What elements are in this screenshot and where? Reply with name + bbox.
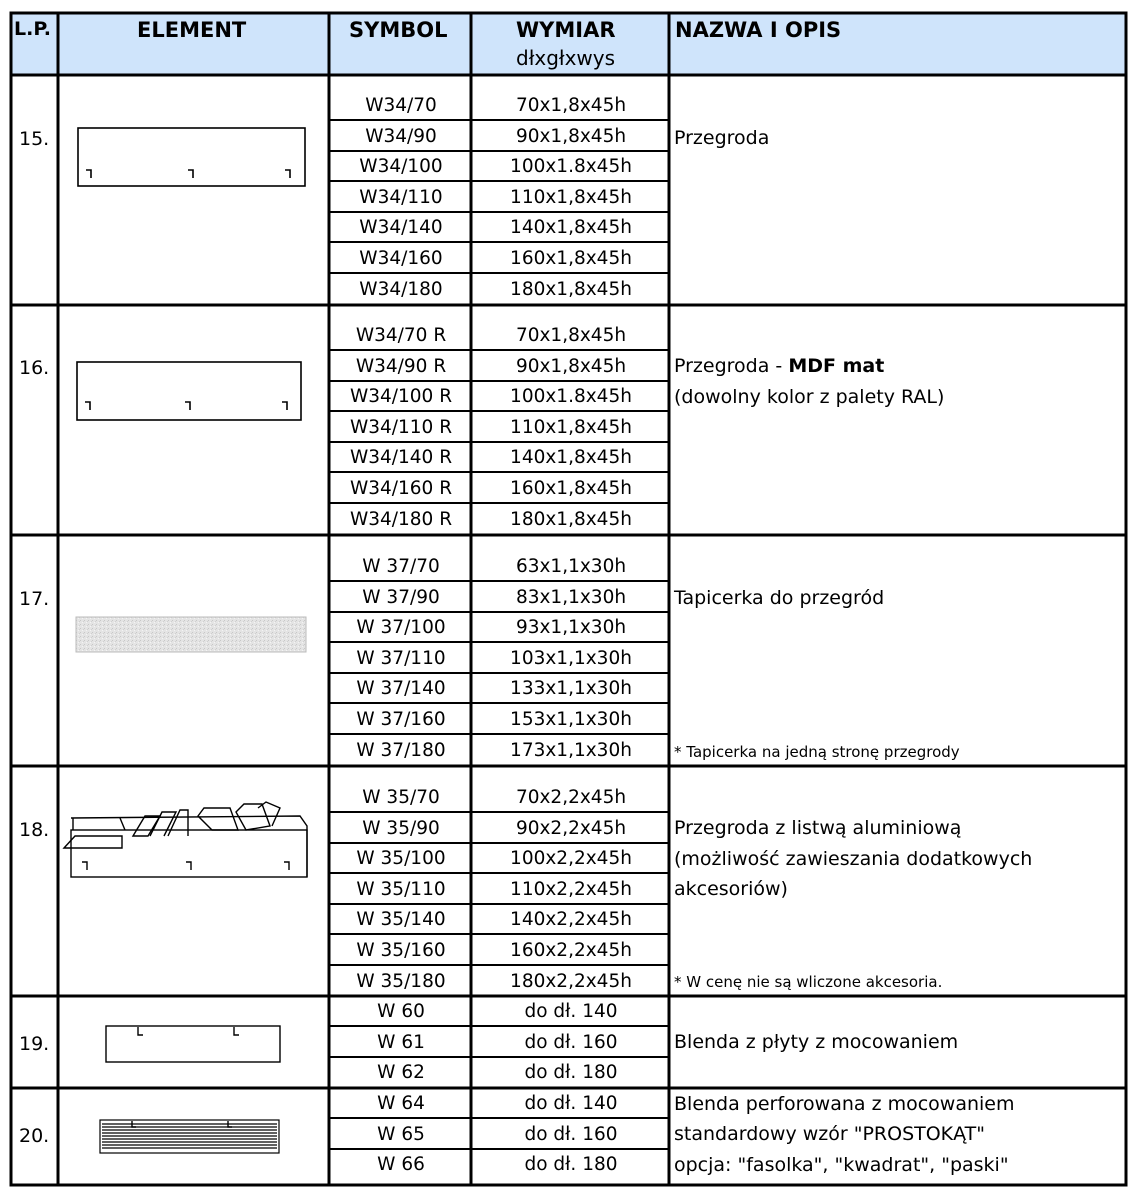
header-wymiar: WYMIAR — [516, 18, 616, 42]
symbol-cell: W 35/140 — [356, 909, 446, 931]
description: Tapicerka do przegród — [674, 587, 885, 609]
dimension-cell: 173x1,1x30h — [510, 739, 632, 761]
dimension-cell: 90x1,8x45h — [515, 355, 627, 377]
dimension-cell: 70x1,8x45h — [515, 95, 627, 116]
description: akcesoriów) — [674, 878, 788, 900]
symbol-cell: W 37/70 — [362, 556, 440, 577]
description: Przegroda — [674, 127, 770, 149]
dimension-cell: 180x1,8x45h — [510, 278, 632, 300]
dimension-cell: 180x2,2x45h — [510, 970, 632, 992]
dimension-cell: 93x1,1x30h — [515, 617, 627, 639]
symbol-cell: W 35/90 — [362, 817, 440, 839]
dimension-cell: 83x1,1x30h — [515, 586, 627, 608]
footnote: * Tapicerka na jedną stronę przegrody — [674, 743, 960, 761]
row-number: 19. — [19, 1033, 50, 1055]
symbol-cell: W 37/90 — [362, 586, 440, 608]
header-nazwa: NAZWA I OPIS — [675, 18, 842, 42]
row-number: 16. — [19, 357, 50, 379]
row-number: 17. — [19, 588, 50, 610]
row-number: 20. — [19, 1125, 50, 1147]
symbol-cell: W34/90 — [365, 125, 437, 147]
symbol-cell: W34/100 R — [349, 386, 453, 408]
element-drawing-18 — [64, 802, 307, 877]
symbol-cell: W34/70 — [365, 95, 437, 116]
description: opcja: "fasolka", "kwadrat", "paski" — [674, 1154, 1009, 1176]
symbol-cell: W34/160 R — [349, 478, 453, 499]
symbol-cell: W 37/140 — [356, 678, 446, 700]
header-lp: L.P. — [14, 18, 51, 40]
symbol-cell: W 61 — [377, 1031, 425, 1053]
symbol-cell: W 60 — [377, 1001, 425, 1022]
description-bold: MDF mat — [788, 355, 885, 377]
dimension-cell: do dł. 140 — [524, 1001, 618, 1022]
element-drawing-16 — [77, 362, 301, 420]
description: standardowy wzór "PROSTOKĄT" — [674, 1123, 986, 1145]
header-element: ELEMENT — [137, 18, 247, 42]
symbol-cell: W 37/160 — [356, 709, 446, 730]
dimension-cell: 160x1,8x45h — [510, 248, 632, 269]
dimension-cell: 140x1,8x45h — [510, 447, 632, 469]
description: Blenda perforowana z mocowaniem — [674, 1093, 1015, 1115]
element-drawing-17 — [76, 617, 306, 652]
dimension-cell: do dł. 140 — [524, 1093, 618, 1114]
symbol-cell: W34/140 R — [349, 447, 453, 469]
symbol-cell: W 35/100 — [356, 848, 446, 870]
dimension-cell: do dł. 160 — [524, 1031, 618, 1053]
dimension-cell: do dł. 180 — [524, 1154, 618, 1176]
element-drawing-20 — [100, 1120, 279, 1153]
description: Blenda z płyty z mocowaniem — [674, 1031, 959, 1053]
symbol-cell: W34/140 — [359, 217, 443, 239]
symbol-cell: W 64 — [377, 1093, 425, 1114]
dimension-cell: 110x1,8x45h — [510, 416, 632, 438]
dimension-cell: 110x2,2x45h — [510, 878, 632, 900]
symbol-cell: W 62 — [377, 1062, 425, 1084]
dimension-cell: 180x1,8x45h — [510, 508, 632, 530]
dimension-cell: do dł. 180 — [524, 1062, 618, 1084]
symbol-cell: W34/90 R — [355, 355, 447, 377]
dimension-cell: 103x1,1x30h — [510, 647, 632, 669]
symbol-cell: W 37/100 — [356, 617, 446, 639]
dimension-cell: 133x1,1x30h — [510, 678, 632, 700]
dimension-cell: 63x1,1x30h — [515, 556, 627, 577]
symbol-cell: W 35/70 — [362, 787, 440, 808]
dimension-cell: do dł. 160 — [524, 1123, 618, 1145]
description: (możliwość zawieszania dodatkowych — [674, 848, 1033, 870]
dimension-cell: 160x1,8x45h — [510, 478, 632, 499]
dimension-cell: 140x2,2x45h — [510, 909, 632, 931]
description: (dowolny kolor z palety RAL) — [674, 386, 945, 408]
dimension-cell: 100x1.8x45h — [510, 156, 632, 178]
description-text: Przegroda - — [674, 355, 789, 377]
symbol-cell: W34/110 R — [349, 416, 453, 438]
dimension-cell: 70x2,2x45h — [515, 787, 627, 808]
dimension-cell: 70x1,8x45h — [515, 325, 627, 346]
element-drawing-19 — [106, 1026, 280, 1062]
footnote: * W cenę nie są wliczone akcesoria. — [674, 973, 943, 991]
symbol-cell: W34/110 — [359, 186, 443, 208]
element-drawing-15 — [78, 128, 305, 186]
dimension-cell: 160x2,2x45h — [510, 940, 632, 961]
symbol-cell: W34/180 — [359, 278, 443, 300]
symbol-cell: W 35/160 — [356, 940, 446, 961]
row-number: 15. — [19, 128, 50, 150]
symbol-cell: W 65 — [377, 1123, 425, 1145]
dimension-cell: 100x2,2x45h — [510, 848, 632, 870]
symbol-cell: W34/100 — [359, 156, 443, 178]
dimension-cell: 140x1,8x45h — [510, 217, 632, 239]
symbol-cell: W34/70 R — [355, 325, 447, 346]
dimension-cell: 153x1,1x30h — [510, 709, 632, 730]
symbol-cell: W 66 — [377, 1154, 425, 1176]
dimension-cell: 90x1,8x45h — [515, 125, 627, 147]
symbol-cell: W 35/110 — [356, 878, 446, 900]
header-symbol: SYMBOL — [349, 18, 448, 42]
symbol-cell: W 37/110 — [356, 647, 446, 669]
description — [674, 351, 884, 382]
header-wymiar-sub: dłxgłxwys — [516, 46, 616, 70]
symbol-cell: W34/180 R — [349, 508, 453, 530]
description: Przegroda z listwą aluminiową — [674, 817, 962, 839]
dimension-cell: 110x1,8x45h — [510, 186, 632, 208]
symbol-cell: W34/160 — [359, 248, 443, 269]
dimension-cell: 90x2,2x45h — [515, 817, 627, 839]
dimension-cell: 100x1.8x45h — [510, 386, 632, 408]
row-number: 18. — [19, 819, 50, 841]
symbol-cell: W 37/180 — [356, 739, 446, 761]
symbol-cell: W 35/180 — [356, 970, 446, 992]
